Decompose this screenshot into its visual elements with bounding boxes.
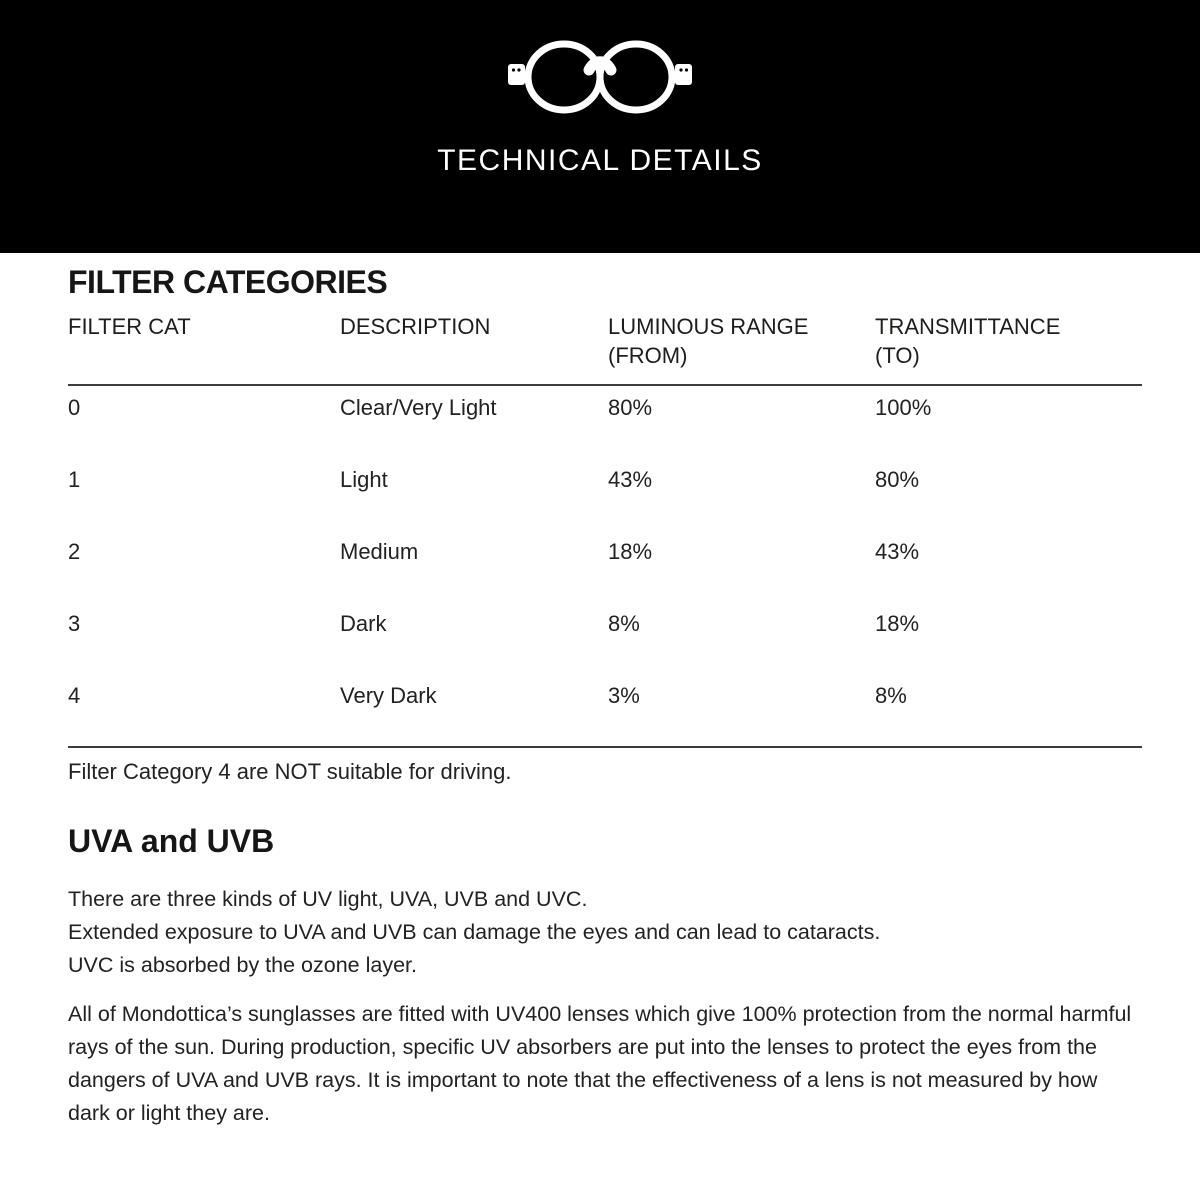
table-cell-description: Light	[340, 467, 388, 493]
column-header-transmittance: TRANSMITTANCE (TO)	[875, 314, 1061, 369]
uv-paragraph-1-line-3: UVC is absorbed by the ozone layer.	[68, 953, 417, 978]
table-cell-cat: 1	[68, 467, 81, 493]
uv-paragraph-1-line-2: Extended exposure to UVA and UVB can damage the eyes and can lead to cataracts.	[68, 920, 881, 945]
table-cell-transmittance: 8%	[875, 683, 907, 709]
uv-paragraph-1	[68, 883, 1142, 982]
table-cell-transmittance: 80%	[875, 467, 920, 493]
uv-paragraph-2: All of Mondottica’s sunglasses are fitted with UV400 lenses which give 100% protection from the normal harmful rays of the sun. During production, specific UV absorbers are put into the lenses to protect the eyes from the dangers of UVA and UVB rays. It is important to note that the effectiveness of a lens is not measured by how dark or light they are.	[68, 1002, 1132, 1126]
table-cell-cat: 3	[68, 611, 81, 637]
table-cell-cat: 0	[68, 395, 81, 421]
table-cell-transmittance: 18%	[875, 611, 920, 637]
table-cell-luminous: 18%	[608, 539, 653, 565]
column-header-description: DESCRIPTION	[340, 314, 491, 340]
banner-title: TECHNICAL DETAILS	[437, 144, 763, 177]
table-cell-cat: 2	[68, 539, 81, 565]
table-cell-cat: 4	[68, 683, 81, 709]
table-cell-description: Very Dark	[340, 683, 437, 709]
table-bottom-rule	[68, 746, 1142, 748]
filter-categories-table	[68, 312, 1142, 748]
uva-uvb-heading: UVA and UVB	[68, 823, 275, 860]
table-cell-luminous: 80%	[608, 395, 653, 421]
table-cell-description: Dark	[340, 611, 387, 637]
glasses-icon	[507, 38, 693, 114]
content	[0, 263, 1200, 1130]
table-cell-transmittance: 100%	[875, 395, 932, 421]
column-header-luminous-range: LUMINOUS RANGE (FROM)	[608, 314, 809, 369]
table-cell-transmittance: 43%	[875, 539, 920, 565]
table-cell-description: Clear/Very Light	[340, 395, 497, 421]
table-cell-luminous: 3%	[608, 683, 640, 709]
banner	[0, 0, 1200, 253]
uv-paragraph-1-line-1: There are three kinds of UV light, UVA, UVB and UVC.	[68, 887, 588, 912]
table-cell-luminous: 43%	[608, 467, 653, 493]
driving-note: Filter Category 4 are NOT suitable for driving.	[68, 759, 512, 785]
filter-categories-heading: FILTER CATEGORIES	[68, 264, 388, 300]
table-cell-luminous: 8%	[608, 611, 640, 637]
column-header-filter-cat: FILTER CAT	[68, 314, 191, 340]
table-cell-description: Medium	[340, 539, 419, 565]
